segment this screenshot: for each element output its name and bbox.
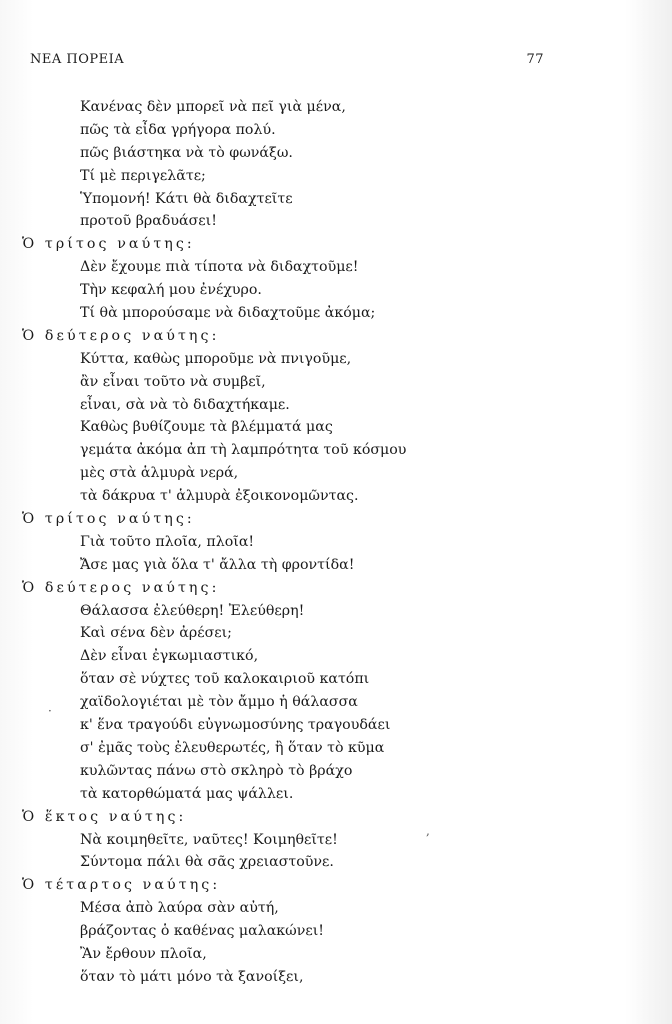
verse-line: πῶς βιάστηκα νὰ τὸ φωνάξω. [80,144,293,161]
verse-line: χαϊδολογιέται μὲ τὸν ἄμμο ἡ θάλασσα [80,694,358,711]
verse-line: Δὲν ἔχουμε πιὰ τίποτα νὰ διδαχτοῦμε! [80,259,359,276]
verse-line: Σύντομα πάλι θὰ σᾶς χρειαστοῦνε. [80,854,334,871]
verse-line: ἂν εἶναι τοῦτο νὰ συμβεῖ, [80,373,266,390]
verse-line: μὲς στὰ ἁλμυρὰ νερά, [80,465,239,482]
verse-line: Ὑπομονή! Κάτι θὰ διδαχτεῖτε [80,190,293,207]
verse-line: εἶναι, σὰ νὰ τὸ διδαχτήκαμε. [80,396,290,413]
verse-line: ὅταν σὲ νύχτες τοῦ καλοκαιριοῦ κατόπι [80,671,370,688]
header-title: ΝΕΑ ΠΟΡΕΙΑ [30,52,125,67]
verse-line: Κύττα, καθὼς μποροῦμε νὰ πνιγοῦμε, [80,350,352,367]
speaker-heading: Ὁ δεύτερος ναύτης: [22,579,220,596]
verse-line: Κανένας δὲν μπορεῖ νὰ πεῖ γιὰ μένα, [80,99,346,115]
speaker-heading: Ὁ ἕκτος ναύτης: [22,808,187,825]
speaker-heading: Ὁ τρίτος ναύτης: [22,236,195,253]
verse-line: βράζοντας ὁ καθένας μαλακώνει! [80,923,324,940]
verse-line: Καὶ σένα δὲν ἀρέσει; [80,625,232,642]
page-number: 77 [526,52,544,67]
verse-line: Τὴν κεφαλή μου ἐνέχυρο. [80,282,262,299]
verse-line: σ' ἐμᾶς τοὺς ἐλευθερωτές, ἢ ὅταν τὸ κῦμα [80,739,385,756]
stray-mark: , [426,824,430,838]
verse-line: Δὲν εἶναι ἐγκωμιαστικό, [80,648,259,665]
verse-line: Ἄσε μας γιὰ ὅλα τ' ἄλλα τὴ φροντίδα! [80,556,355,573]
speaker-heading: Ὁ δεύτερος ναύτης: [22,327,220,344]
verse-line: κυλῶντας πάνω στὸ σκληρὸ τὸ βράχο [80,762,353,779]
verse-line: κ' ἕνα τραγούδι εὐγνωμοσύνης τραγουδάει [80,717,391,734]
verse-line: Νὰ κοιμηθεῖτε, ναῦτες! Κοιμηθεῖτε! [80,831,338,848]
verse-line: πῶς τὰ εἶδα γρήγορα πολύ. [80,121,276,138]
verse-line: γεμάτα ἀκόμα ἀπ τὴ λαμπρότητα τοῦ κόσμου [80,442,407,459]
verse-line: ὅταν τὸ μάτι μόνο τὰ ξανοίξει, [80,968,304,985]
stray-mark: · [48,704,52,718]
verse-line: Καθὼς βυθίζουμε τὰ βλέμματά μας [80,419,333,436]
poem-text [22,96,406,989]
verse-line: τὰ κατορθώματά μας ψάλλει. [80,785,294,802]
verse-line: Γιὰ τοῦτο πλοῖα, πλοῖα! [80,533,255,550]
speaker-heading: Ὁ τέταρτος ναύτης: [22,877,221,894]
verse-line: τὰ δάκρυα τ' ἁλμυρὰ ἐξοικονομῶντας. [80,488,359,505]
running-header [30,52,544,67]
verse-line: Ἂν ἔρθουν πλοῖα, [80,945,207,962]
verse-line: Μέσα ἀπὸ λαύρα σὰν αὐτή, [80,900,279,917]
speaker-heading: Ὁ τρίτος ναύτης: [22,511,195,528]
verse-line: Τί θὰ μπορούσαμε νὰ διδαχτοῦμε ἀκόμα; [80,305,376,322]
verse-line: προτοῦ βραδυάσει! [80,213,217,230]
verse-line: Θάλασσα ἐλεύθερη! Ἐλεύθερη! [80,602,305,619]
verse-line: Τί μὲ περιγελᾶτε; [80,167,206,184]
